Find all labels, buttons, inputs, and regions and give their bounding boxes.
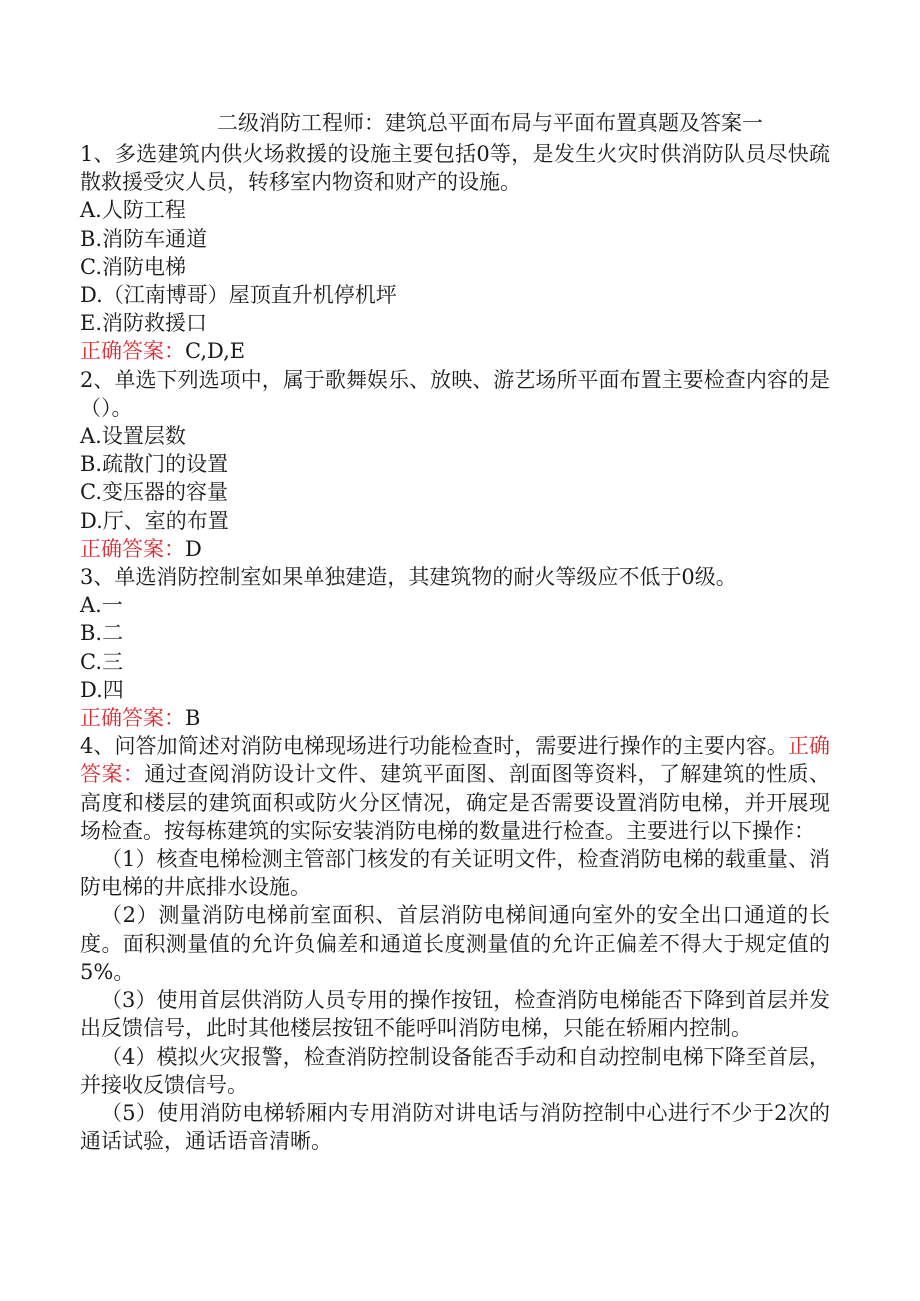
option: B.二 [80, 621, 124, 646]
list-item: （2）测量消防电梯前室面积、首层消防电梯间通向室外的安全出口通道的长度。面积测量值的允许负偏差和通道长度测量值的允许正偏差不得大于规定值的5%。 [80, 903, 830, 984]
question-3 [80, 563, 830, 732]
question-stem: 4、问答加简述对消防电梯现场进行功能检查时，需要进行操作的主要内容。 [80, 734, 788, 759]
option: A.设置层数 [80, 424, 186, 449]
option: B.消防车通道 [80, 226, 208, 251]
answer-line [80, 337, 830, 365]
answer-text: 通过查阅消防设计文件、建筑平面图、剖面图等资料，了解建筑的性质、高度和楼层的建筑面积或防火分区情况，确定是否需要设置消防电梯，并开展现场检查。按每栋建筑的实际安装消防电梯的数量进行检查。主要进行以下操作： [80, 762, 831, 843]
option: C.变压器的容量 [80, 480, 228, 505]
list-item: （1）核查电梯检测主管部门核发的有关证明文件，检查消防电梯的载重量、消防电梯的井底排水设施。 [80, 847, 830, 900]
answer-value: B [185, 706, 201, 731]
answer-label: 正确答案： [80, 734, 830, 787]
question-2 [80, 366, 830, 563]
answer-label: 正确答案： [80, 706, 185, 731]
question-1 [80, 140, 830, 366]
answer-line [80, 704, 830, 732]
question-stem: 1、多选建筑内供火场救援的设施主要包括0等，是发生火灾时供消防队员尽快疏散救援受灾人员，转移室内物资和财产的设施。 [80, 142, 830, 195]
document-title: 二级消防工程师：建筑总平面布局与平面布置真题及答案一 [217, 111, 763, 135]
document-page [80, 108, 830, 1155]
answer-line [80, 535, 830, 563]
question-stem: 2、单选下列选项中，属于歌舞娱乐、放映、游艺场所平面布置主要检查内容的是（）。 [80, 367, 830, 420]
list-item: （4）模拟火灾报警，检查消防控制设备能否手动和自动控制电梯下降至首层，并接收反馈信号。 [80, 1044, 830, 1097]
answer-label: 正确答案： [80, 339, 185, 364]
option: D.（江南博哥）屋顶直升机停机坪 [80, 283, 397, 308]
answer-value: D [185, 536, 202, 561]
list-item: （5）使用消防电梯轿厢内专用消防对讲电话与消防控制中心进行不少于2次的通话试验，通话语音清晰。 [80, 1100, 830, 1154]
question-stem: 3、单选消防控制室如果单独建造，其建筑物的耐火等级应不低于0级。 [80, 565, 737, 590]
list-item: （3）使用首层供消防人员专用的操作按钮，检查消防电梯能否下降到首层并发出反馈信号，此时其他楼层按钮不能呼叫消防电梯，只能在轿厢内控制。 [80, 988, 830, 1041]
option: C.三 [80, 649, 123, 674]
option: C.消防电梯 [80, 254, 186, 279]
answer-value: C,D,E [185, 339, 246, 364]
option: A.一 [80, 593, 123, 618]
option: E.消防救援口 [80, 311, 208, 336]
option: D.四 [80, 677, 124, 702]
answer-label: 正确答案： [80, 536, 185, 561]
question-4-body [80, 732, 830, 845]
question-4 [80, 732, 830, 1155]
option: B.疏散门的设置 [80, 452, 229, 477]
option: A.人防工程 [80, 198, 186, 223]
option: D.厅、室的布置 [80, 508, 229, 533]
